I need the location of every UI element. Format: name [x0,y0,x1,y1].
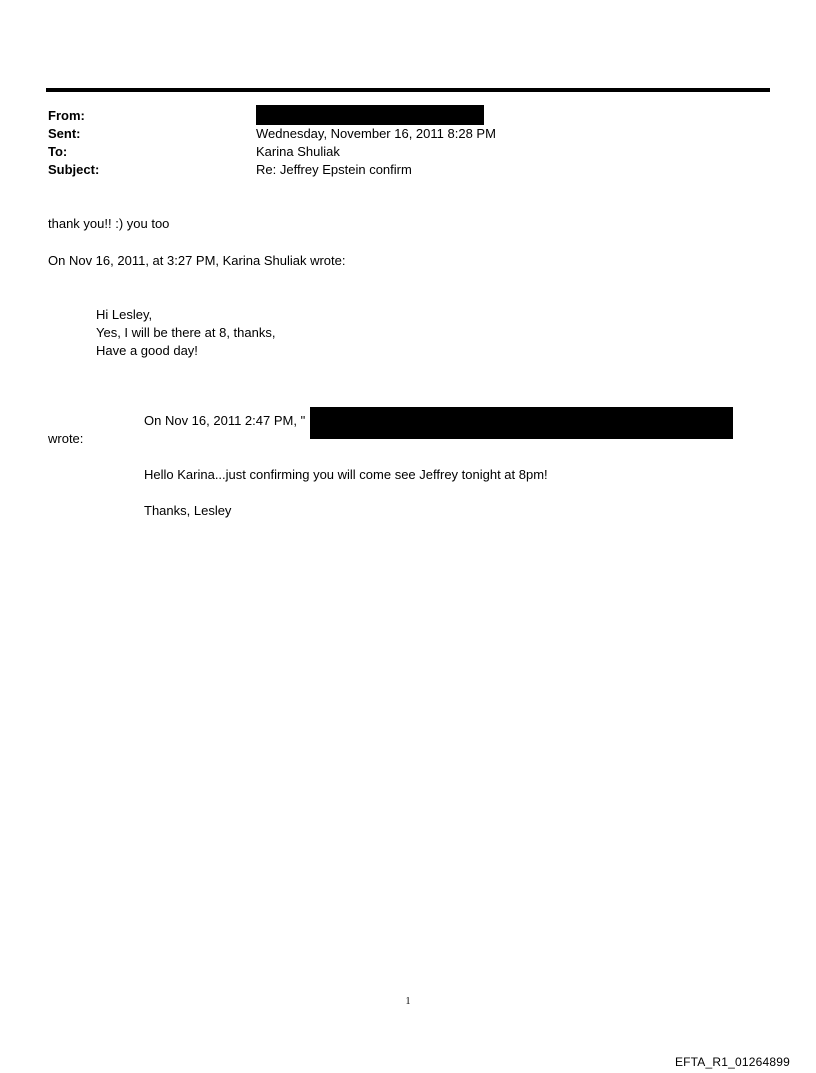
quote1-line: Hi Lesley, [96,307,153,322]
quote2-line: Thanks, Lesley [144,503,232,518]
reply-text: thank you!! :) you too [48,216,170,231]
quote2-attribution-start: On Nov 16, 2011 2:47 PM, " [144,413,306,428]
quote1-line: Have a good day! [96,343,198,358]
quote1-attribution: On Nov 16, 2011, at 3:27 PM, Karina Shuliak wrote: [48,253,346,268]
subject-value: Re: Jeffrey Epstein confirm [256,162,412,177]
to-label: To: [48,144,68,159]
quote2-attribution-end: wrote: [48,431,84,446]
quote1-line: Yes, I will be there at 8, thanks, [96,325,276,340]
quote2-line: Hello Karina...just confirming you will come see Jeffrey tonight at 8pm! [144,467,548,482]
to-value: Karina Shuliak [256,144,340,159]
sent-label: Sent: [48,126,81,141]
sent-value: Wednesday, November 16, 2011 8:28 PM [256,126,496,141]
subject-label: Subject: [48,162,100,177]
page-number: 1 [405,996,411,1007]
from-label: From: [48,108,85,123]
from-redaction [256,105,484,125]
quote2-sender-redaction [310,407,733,439]
document-id: EFTA_R1_01264899 [674,1055,790,1069]
header-divider [46,88,770,92]
